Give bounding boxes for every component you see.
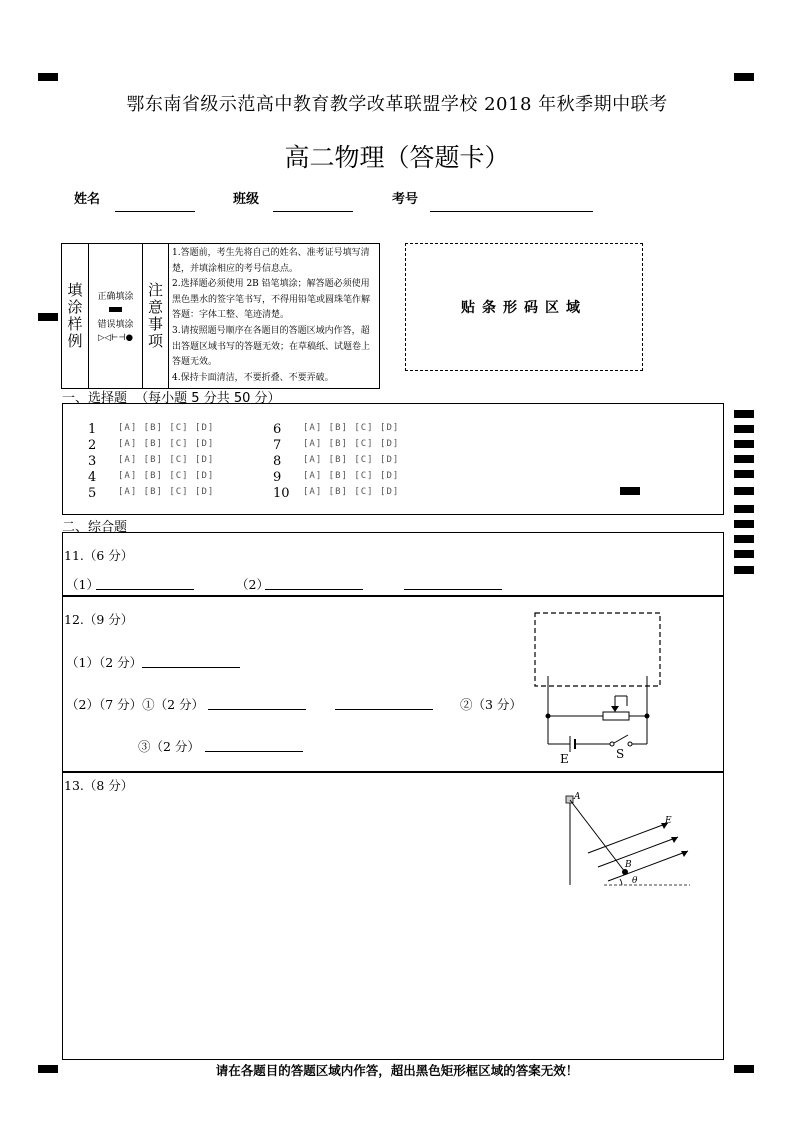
label-a: A [574,792,581,802]
slider-arrow [611,706,619,712]
footer-warning: 请在各题目的答题区域内作答，超出黑色矩形框区域的答案无效！ [215,1063,579,1078]
timing-mark-right [734,487,754,495]
timing-mark-right [734,520,754,528]
label-b: B [625,860,632,870]
exam-title: 鄂东南省级示范高中教育教学改革联盟学校 2018 年秋季期中联考 [126,94,668,115]
fill-example-samples: 正确填涂 错误填涂 ▷◁⊢⊣● [89,244,143,389]
section1-heading: 一、选择题 （每小题 5 分共 50 分） [62,391,281,406]
circuit-diagram[interactable] [530,608,670,768]
electric-field-diagram [550,785,700,895]
q11-part2-label: （2） [236,577,269,592]
answer-options[interactable]: [A] [B] [C] [D] [118,487,215,497]
notice-heading: 注 意 事 项 [143,244,169,389]
q11-title: 11.（6 分） [64,548,134,563]
timing-mark-right [734,425,754,433]
card-title: 高二物理（答题卡） [284,143,510,172]
timing-mark-right [734,455,754,463]
timing-mark-right [734,410,754,418]
timing-mark-right [734,440,754,448]
class-field[interactable] [273,211,353,212]
timing-mark-top-right [734,73,754,81]
q11-part1-label: （1） [66,577,99,592]
name-field[interactable] [115,211,195,212]
timing-mark-right [734,470,754,478]
question-number: 4 [88,470,97,485]
q12-part2b-label: ②（3 分） [460,697,522,712]
fill-instructions-table [61,243,380,389]
q13-title: 13.（8 分） [64,778,134,793]
answer-options[interactable]: [A] [B] [C] [D] [118,439,215,449]
barcode-area[interactable]: 贴条形码区域 [405,243,643,371]
class-label: 班级 [233,192,260,207]
question-number: 2 [88,438,97,453]
name-label: 姓名 [74,192,101,207]
question-number: 1 [88,422,97,437]
timing-mark-left-mid [38,313,58,321]
string [570,800,625,872]
timing-mark-right [734,566,754,574]
q12-part2-answer-a[interactable] [208,709,306,710]
battery-label: E [560,752,569,766]
timing-mark-right [734,550,754,558]
q12-title: 12.（9 分） [64,612,134,627]
q12-part3-label: ③（2 分） [138,739,200,754]
answer-options[interactable]: [A] [B] [C] [D] [118,455,215,465]
answer-options[interactable]: [A] [B] [C] [D] [303,455,400,465]
question-number: 8 [273,454,282,469]
question-number: 3 [88,454,97,469]
label-theta: θ [632,876,638,886]
timing-mark-right [734,505,754,513]
question-number: 9 [273,470,282,485]
correct-fill-sample [109,307,122,312]
question-number: 6 [273,422,282,437]
q11-part1-answer[interactable] [96,589,194,590]
wrong-fill-sample: ▷◁⊢⊣● [97,333,134,344]
answer-options[interactable]: [A] [B] [C] [D] [303,423,400,433]
q11-part3-answer[interactable] [404,589,502,590]
question-number: 10 [273,486,290,501]
timing-mark-right [734,535,754,543]
q12-part3-answer[interactable] [205,751,303,752]
switch [614,735,628,743]
q12-part1-label: （1）（2 分） [66,655,143,670]
fill-example-heading: 填 涂 样 例 [62,244,89,389]
answer-options[interactable]: [A] [B] [C] [D] [303,471,400,481]
q11-box [62,532,724,596]
exam-number-label: 考号 [392,192,419,207]
timing-mark-top-left [38,73,58,81]
answer-options[interactable]: [A] [B] [C] [D] [303,439,400,449]
q12-part2-answer-b[interactable] [335,709,433,710]
answer-options[interactable]: [A] [B] [C] [D] [118,423,215,433]
section2-heading: 二、综合题 [62,520,128,535]
q12-part2-label: （2）（7 分）①（2 分） [66,697,205,712]
rheostat [603,712,629,720]
notice-list: 1.答题前，考生先将自己的姓名、准考证号填写清楚，并填涂相应的考号信息点。 2.选择题必须使用 2B 铅笔填涂；解答题必须使用黑色墨水的签字笔书写，不得用铅笔或圆珠笔作解答题：字体工整、笔迹清楚。 3.请按照题号顺序在各题目的答题区域内作答，超出答题区域书写的答题无效；在草稿纸、试题卷上答题无效。 4.保持卡面清洁，不要折叠、不要弄破。 [169,244,380,389]
answer-options[interactable]: [A] [B] [C] [D] [118,471,215,481]
label-e: E [665,816,672,826]
exam-number-field[interactable] [430,211,593,212]
circuit-draw-box [535,613,660,686]
question-number: 7 [273,438,282,453]
q11-part2-answer[interactable] [265,589,363,590]
q12-part1-answer[interactable] [142,667,240,668]
answer-options[interactable]: [A] [B] [C] [D] [303,487,400,497]
switch-label: S [616,747,625,761]
question-number: 5 [88,486,97,501]
